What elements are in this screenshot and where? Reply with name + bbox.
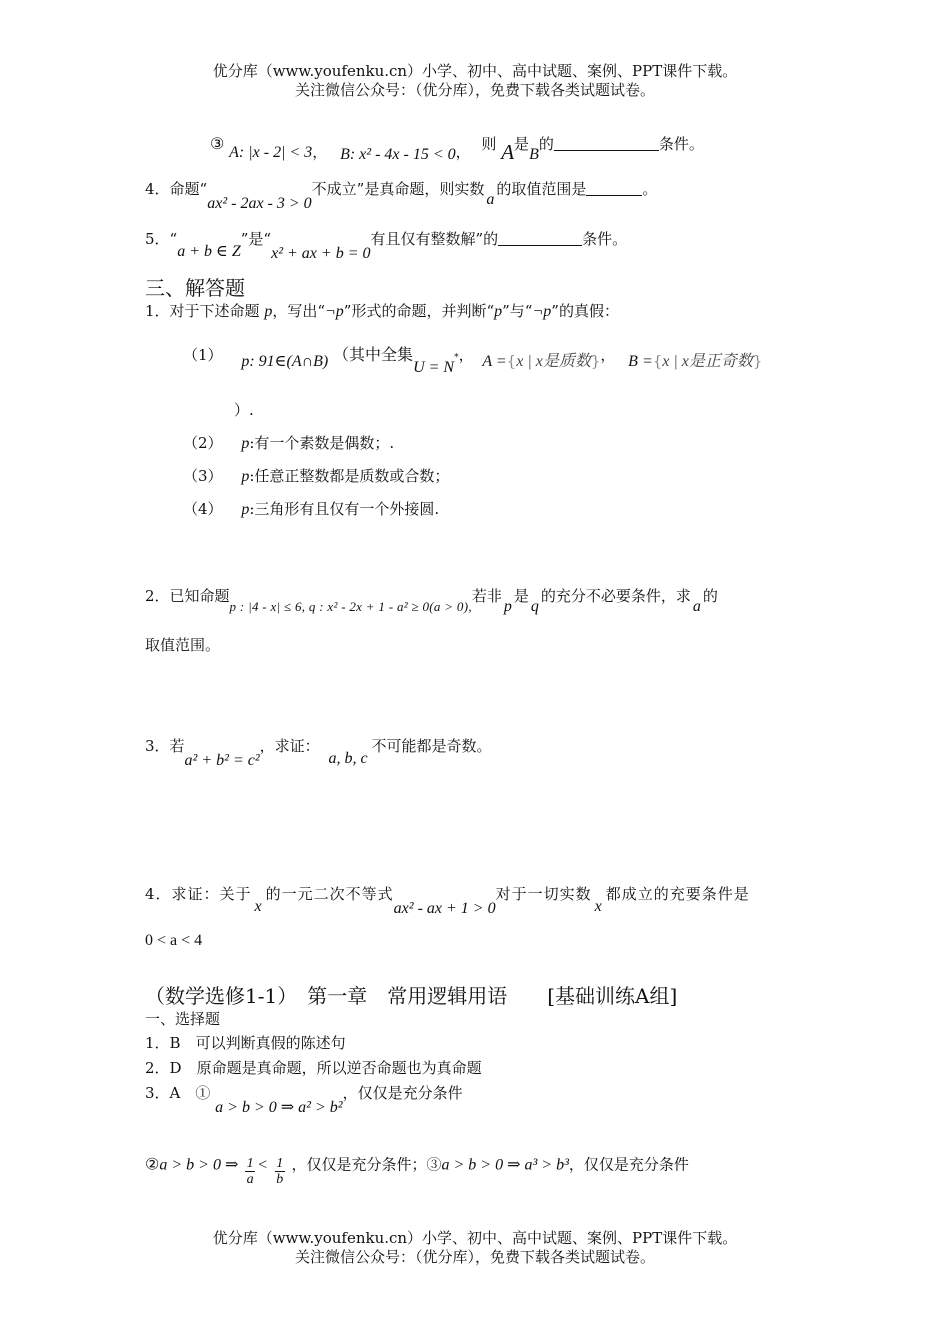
fill-q5: 5．“a + b ∈ Z”是“x² + ax + b = 0有且仅有整数解”的 条件。 (145, 230, 628, 262)
answer-blank (554, 136, 659, 151)
page-footer-line1: 优分库（www.youfenku.cn）小学、初中、高中试题、案例、PPT课件下载。 (212, 1229, 738, 1247)
q1-item-4: （4） p:三角形有且仅有一个外接圆. (183, 500, 440, 518)
set-b-expr: : x² - 4x - 15 < 0 (349, 146, 456, 163)
q1-item-2: （2） p:有一个素数是偶数；. (183, 434, 395, 452)
section-title: 三、解答题 (145, 276, 245, 300)
fill-q3: ③ A: |x - 2| < 3， B: x² - 4x - 15 < 0， 则 A是B的 条件。 (210, 134, 704, 164)
answers-subheading: 一、选择题 (145, 1010, 221, 1028)
q3-stem: 3．若a² + b² = c²，求证： a, b, c不可能都是奇数。 (145, 737, 492, 769)
q4-line2: 0 < a < 4 (145, 932, 203, 949)
inequality-expr: ax² - 2ax - 3 > 0 (207, 195, 312, 212)
answer-3-continued: ②a > b > 0 ⇒ $\frac{1}{a}$ < $\frac{1}{b}$ ，仅仅是充分条件；③a > b > 0 ⇒ a³ > b³，仅仅是充分条件 (145, 1154, 689, 1187)
page-footer-line2: 关注微信公众号：（优分库），免费下载各类试题试卷。 (294, 1248, 655, 1266)
q4-stem: 4．求证：关于x的一元二次不等式ax² - ax + 1 > 0对于一切实数x都成立的充要条件是 (145, 885, 750, 917)
var-a-big: A (501, 140, 515, 164)
q1-item-1-close: ）. (234, 401, 254, 419)
page-header-line1: 优分库（www.youfenku.cn）小学、初中、高中试题、案例、PPT课件下载。 (212, 62, 738, 80)
fraction-1-over-a: $\frac{1}{a}$ (246, 1156, 254, 1187)
q1-stem: 1．对于下述命题 p，写出“¬p”形式的命题，并判断“p”与“¬p”的真假： (145, 302, 619, 320)
answer-blank (586, 181, 642, 196)
set-b-label: B (340, 146, 350, 163)
page-header-line2: 关注微信公众号：（优分库），免费下载各类试题试卷。 (294, 81, 655, 99)
fraction-1-over-b: $\frac{1}{b}$ (276, 1156, 284, 1187)
q2-line2: 取值范围。 (145, 636, 221, 654)
circled-number: ③ (210, 134, 225, 153)
answer-blank (498, 231, 582, 246)
answer-3: 3．A ① a > b > 0 ⇒ a² > b²，仅仅是充分条件 (145, 1084, 463, 1116)
answer-2: 2．D 原命题是真命题，所以逆否命题也为真命题 (145, 1059, 482, 1077)
answer-1: 1．B 可以判断真假的陈述句 (145, 1034, 346, 1052)
fill-q4: 4．命题“ax² - 2ax - 3 > 0不成立”是真命题，则实数a的取值范围是 。 (145, 180, 658, 212)
set-a-label: A (229, 144, 239, 161)
q2-stem: 2．已知命题p : |4 - x| ≤ 6, q : x² - 2x + 1 - a² ≥ 0(a > 0),若非p是q的充分不必要条件，求a的 (145, 587, 718, 615)
answers-heading: （数学选修1-1） 第一章 常用逻辑用语 [基础训练A组] (145, 984, 678, 1008)
q1-item-1: （1） p: 91∈(A∩B) （其中全集U = N*， A ={x | x是质数}， B ={x | x是正奇数} (183, 345, 763, 376)
q1-item-3: （3） p:任意正整数都是质数或合数； (183, 467, 450, 485)
set-a-expr: : |x - 2| < 3 (238, 144, 313, 161)
